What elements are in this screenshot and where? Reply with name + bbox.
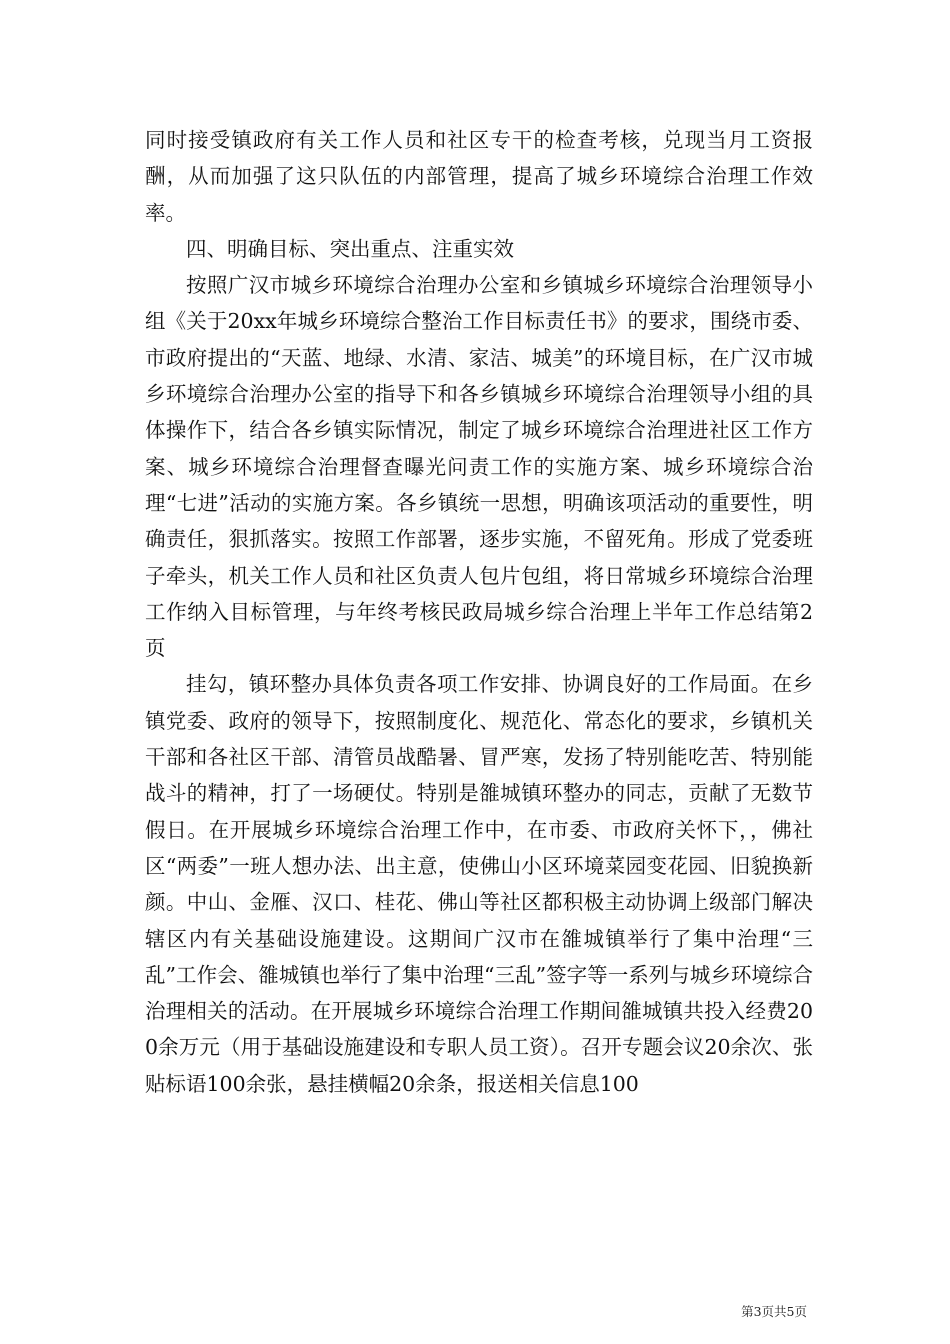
section-heading-4: 四、明确目标、突出重点、注重实效 [186, 236, 514, 261]
document-body [145, 122, 813, 1102]
paragraph-3: 挂勾，镇环整办具体负责各项工作安排、协调良好的工作局面。在乡镇党委、政府的领导下，按照制度化、规范化、常态化的要求，乡镇机关干部和各社区干部、清管员战酷暑、冒严寒，发扬了特别能吃苦、特别能战斗的精神，打了一场硬仗。特别是雒城镇环整办的同志，贡献了无数节假日。在开展城乡环境综合治理工作中，在市委、市政府关怀下，，佛社区“两委”一班人想办法、出主意，使佛山小区环境菜园变花园、旧貌换新颜。中山、金雁、汉口、桂花、佛山等社区都积极主动协调上级部门解决辖区内有关基础设施建设。这期间广汉市在雒城镇举行了集中治理“三乱”工作会、雒城镇也举行了集中治理“三乱”签字等一系列与城乡环境综合治理相关的活动。在开展城乡环境综合治理工作期间雒城镇共投入经费200余万元（用于基础设施建设和专职人员工资）。召开专题会议20余次、张贴标语100余张，悬挂横幅20余条，报送相关信息100 [145, 672, 813, 1096]
paragraph-2: 按照广汉市城乡环境综合治理办公室和乡镇城乡环境综合治理领导小组《关于20xx年城乡环境综合整治工作目标责任书》的要求，围绕市委、市政府提出的“天蓝、地绿、水清、家洁、城美”的环境目标，在广汉市城乡环境综合治理办公室的指导下和各乡镇城乡环境综合治理领导小组的具体操作下，结合各乡镇实际情况，制定了城乡环境综合治理进社区工作方案、城乡环境综合治理督查曝光问责工作的实施方案、城乡环境综合治理“七进”活动的实施方案。各乡镇统一思想，明确该项活动的重要性，明确责任，狠抓落实。按照工作部署，逐步实施，不留死角。形成了党委班子牵头，机关工作人员和社区负责人包片包组，将日常城乡环境综合治理工作纳入目标管理，与年终考核民政局城乡综合治理上半年工作总结第2页 [145, 273, 813, 661]
page-number-footer: 第3页共5页 [741, 1304, 807, 1319]
paragraph-1: 同时接受镇政府有关工作人员和社区专干的检查考核，兑现当月工资报酬，从而加强了这只队伍的内部管理，提高了城乡环境综合治理工作效率。 [145, 128, 813, 225]
